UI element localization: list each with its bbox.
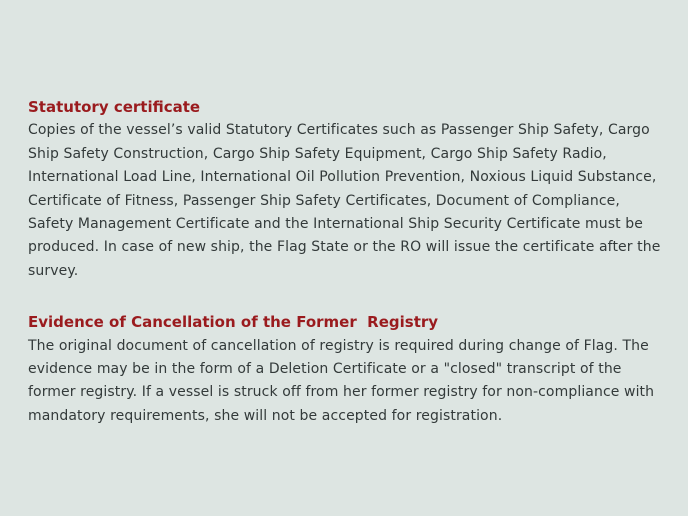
evidence-of-cancellation-heading: Evidence of Cancellation of the Former Registry xyxy=(28,313,439,332)
statutory-certificate-paragraph: Copies of the vessel’s valid Statutory Certificates such as Passenger Ship Safety, Cargo Ship Safety Construction, Cargo Ship Safety Equipment, Cargo Ship Safety Radio, International Load Line, International Oil Pollution Prevention, Noxious Liquid Substance, Certificate of Fitness, Passenger Ship Safety Certificates, Document of Compliance, Safety Management Certificate and the International Ship Security Certificate must be produced. In case of new ship, the Flag State or the RO will issue the certificate after the survey. xyxy=(28,122,661,279)
evidence-of-cancellation-paragraph: The original document of cancellation of registry is required during change of Flag. The evidence may be in the form of a Deletion Certificate or a "closed" transcript of the former registry. If a vessel is struck off from her former registry for non-compliance with mandatory requirements, she will not be accepted for registration. xyxy=(28,337,655,424)
section-evidence-of-cancellation xyxy=(28,311,666,428)
statutory-certificate-heading: Statutory certificate xyxy=(28,98,201,116)
section-statutory-certificate xyxy=(28,96,666,283)
